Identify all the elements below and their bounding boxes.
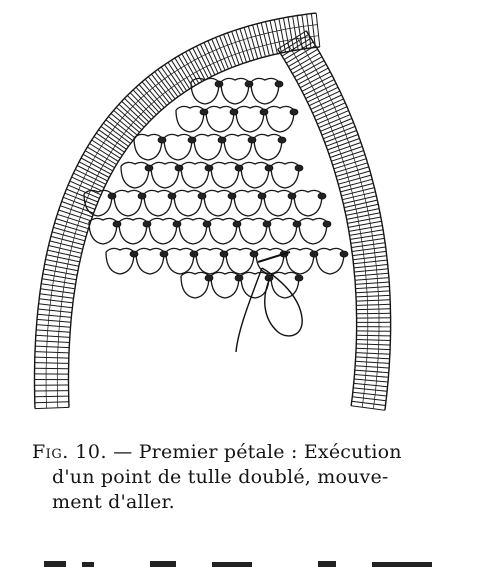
left-band-rung — [87, 147, 116, 164]
tulle-knot — [278, 137, 286, 143]
left-band-rung — [75, 169, 106, 184]
tulle-knot — [130, 251, 138, 257]
right-band-rung — [356, 344, 390, 345]
tulle-loop — [236, 106, 264, 132]
tulle-loop — [89, 218, 117, 244]
tulle-knot — [260, 109, 268, 115]
tulle-knot — [203, 221, 211, 227]
left-band-rung — [200, 44, 215, 75]
left-band-rung — [38, 314, 72, 317]
left-band-rung — [35, 368, 69, 369]
figure-label: Fig. 10. — [32, 441, 107, 463]
tulle-loop — [166, 248, 194, 274]
tulle-knot — [138, 193, 146, 199]
right-band-rung — [294, 61, 324, 78]
tulle-loop — [241, 162, 269, 188]
tulle-loop — [136, 248, 164, 274]
right-band-rung — [343, 196, 376, 204]
right-band-rung — [345, 204, 378, 211]
tulle-knot — [310, 251, 318, 257]
right-band-rung — [356, 309, 390, 310]
right-band-rung — [335, 163, 368, 173]
tulle-loop — [204, 190, 232, 216]
left-band-rung — [197, 46, 212, 76]
right-band-rung — [354, 265, 388, 268]
left-band-rung — [81, 158, 111, 174]
left-band-rung — [77, 166, 107, 181]
left-band-rung — [244, 27, 254, 60]
tulle-loop — [299, 218, 327, 244]
tulle-knot — [275, 81, 283, 87]
left-band-rung — [35, 352, 69, 353]
right-band-rung — [357, 313, 391, 314]
tulle-knot — [245, 81, 253, 87]
cropped-text-fragments — [0, 559, 500, 568]
tulle-knot — [323, 221, 331, 227]
right-band-rung — [356, 353, 390, 355]
tulle-knot — [200, 109, 208, 115]
tulle-knot — [228, 193, 236, 199]
left-band-rung — [79, 162, 109, 178]
right-band-rung — [354, 379, 388, 382]
right-band-rung — [356, 304, 390, 305]
left-band-rung — [41, 289, 75, 294]
tulle-knot — [295, 275, 303, 281]
tulle-loop — [149, 218, 177, 244]
right-band-rung — [344, 200, 377, 208]
tulle-loop — [134, 134, 162, 160]
tulle-knot — [235, 165, 243, 171]
tulle-loop — [211, 162, 239, 188]
right-band-rung — [355, 361, 389, 363]
tulle-loop — [224, 134, 252, 160]
left-band-rung — [55, 223, 88, 233]
right-band-rung — [355, 282, 389, 284]
right-band-rung — [351, 406, 385, 410]
left-band-rung — [53, 227, 86, 236]
right-band-rung — [336, 167, 369, 177]
left-band-rung — [35, 407, 69, 408]
caption-line-1 — [32, 440, 462, 465]
tulle-loop — [194, 134, 222, 160]
right-band-rung — [296, 64, 326, 80]
right-band-rung — [356, 287, 390, 289]
left-band-cord — [57, 36, 318, 408]
left-band-rung — [36, 330, 70, 332]
tulle-loop — [239, 218, 267, 244]
tulle-loop — [114, 190, 142, 216]
tulle-loop — [174, 190, 202, 216]
tulle-loop — [106, 248, 134, 274]
tulle-loop — [286, 248, 314, 274]
left-band-rung — [38, 309, 72, 313]
left-band-rung — [43, 274, 77, 280]
right-band-rung — [357, 335, 391, 336]
tulle-knot — [263, 221, 271, 227]
tulle-loop — [206, 106, 234, 132]
left-band-rung — [42, 279, 76, 284]
right-band-rung — [356, 357, 390, 359]
left-band-rung — [248, 26, 257, 59]
tulle-knot — [293, 221, 301, 227]
tulle-loop — [181, 272, 209, 298]
tulle-knot — [173, 221, 181, 227]
tulle-knot — [235, 275, 243, 281]
tulle-loop — [121, 162, 149, 188]
left-band-rung — [41, 284, 75, 289]
left-band-rung — [257, 24, 266, 57]
tulle-loop — [269, 218, 297, 244]
tulle-knot — [215, 81, 223, 87]
right-band-rung — [353, 260, 387, 264]
tulle-loop — [251, 78, 279, 104]
left-band-rung — [40, 294, 74, 299]
caption-dash: — — [107, 441, 139, 463]
thread-line — [236, 268, 302, 352]
right-band-rung — [338, 175, 371, 184]
right-band-rung — [351, 243, 385, 248]
caption-text-1: Premier pétale : Exécution — [138, 441, 402, 463]
tulle-loop — [151, 162, 179, 188]
cropped-next-line — [0, 556, 500, 568]
braid-rungs — [35, 13, 391, 410]
left-band-rung — [240, 29, 250, 61]
right-band-rung — [339, 179, 372, 188]
right-band-rung — [333, 155, 365, 165]
left-band-rung — [266, 22, 274, 55]
left-band-rung — [36, 341, 70, 343]
tulle-knot — [248, 137, 256, 143]
tulle-knot — [145, 165, 153, 171]
tulle-knot — [198, 193, 206, 199]
tulle-knot — [258, 193, 266, 199]
tulle-loop — [211, 272, 239, 298]
left-band-rung — [35, 346, 69, 348]
tulle-loop — [264, 190, 292, 216]
left-band-rung — [261, 23, 269, 56]
right-band-rung — [302, 76, 332, 92]
left-band-rung — [39, 304, 73, 308]
left-band-edge — [35, 13, 317, 409]
tulle-loop — [176, 106, 204, 132]
left-band-rung — [37, 325, 71, 328]
tulle-knot — [295, 165, 303, 171]
left-band-rung — [270, 21, 277, 54]
tulle-knot — [205, 275, 213, 281]
left-band-rung — [35, 363, 69, 364]
tulle-knot — [113, 221, 121, 227]
tulle-knot — [230, 109, 238, 115]
right-band-rung — [298, 68, 328, 84]
tulle-knot — [143, 221, 151, 227]
right-band-rung — [356, 348, 390, 349]
left-band-rung — [35, 402, 69, 403]
tulle-loop — [271, 162, 299, 188]
tulle-knot — [190, 251, 198, 257]
tulle-loop — [226, 248, 254, 274]
left-band-rung — [35, 396, 69, 397]
left-band-rung — [37, 319, 71, 322]
right-band-rung — [353, 392, 387, 396]
right-band-rung — [352, 401, 386, 405]
tulle-knot — [318, 193, 326, 199]
left-band-rung — [253, 25, 262, 58]
tulle-loop — [234, 190, 262, 216]
tulle-loop — [316, 248, 344, 274]
tulle-knot — [158, 137, 166, 143]
right-band-rung — [355, 370, 389, 373]
tulle-knot — [188, 137, 196, 143]
outer-braid-band — [35, 13, 391, 410]
right-band-rung — [354, 383, 388, 386]
right-band-rung — [353, 256, 387, 260]
right-band-rung — [351, 238, 385, 243]
right-band-rung — [342, 192, 375, 200]
right-band-rung — [353, 251, 387, 255]
tulle-knot — [288, 193, 296, 199]
tulle-loop — [181, 162, 209, 188]
right-band-rung — [355, 273, 389, 276]
tulle-loop — [196, 248, 224, 274]
left-band-rung — [50, 241, 83, 249]
tulle-knot — [265, 165, 273, 171]
tulle-loop — [179, 218, 207, 244]
tulle-loop — [164, 134, 192, 160]
tulle-loop — [221, 78, 249, 104]
tulle-loop — [119, 218, 147, 244]
right-band-rung — [300, 72, 330, 88]
right-band-rung — [341, 188, 374, 196]
tulle-knot — [250, 251, 258, 257]
left-band-rung — [36, 335, 70, 337]
left-band-rung — [39, 299, 73, 303]
left-band-rung — [193, 48, 209, 78]
right-band-rung — [352, 247, 386, 252]
tulle-knot — [175, 165, 183, 171]
figure-caption — [32, 440, 462, 515]
tulle-knot — [205, 165, 213, 171]
tulle-knot — [220, 251, 228, 257]
tulle-loop — [191, 78, 219, 104]
left-band-rung — [35, 357, 69, 358]
tulle-knot — [233, 221, 241, 227]
tulle-knot — [168, 193, 176, 199]
right-band-rung — [340, 183, 373, 192]
right-band-rung — [355, 375, 389, 378]
left-band-rung — [189, 50, 205, 80]
left-band-rung — [59, 210, 91, 221]
tulle-loop — [144, 190, 172, 216]
needle-and-thread — [236, 252, 302, 352]
caption-line-2: d'un point de tulle doublé, mouve- — [52, 466, 389, 488]
left-band-rung — [56, 219, 89, 229]
right-band-rung — [354, 269, 388, 272]
right-band-rung — [304, 80, 334, 95]
right-band-rung — [353, 388, 387, 391]
left-band-rung — [57, 214, 89, 224]
right-band-rung — [356, 300, 390, 301]
left-band-rung — [52, 232, 85, 241]
tulle-knot — [108, 193, 116, 199]
tulle-knot — [160, 251, 168, 257]
left-band-rung — [316, 13, 320, 47]
tulle-loop — [254, 134, 282, 160]
caption-line-3: ment d'aller. — [52, 491, 175, 513]
right-band-rung — [334, 159, 367, 169]
tulle-knot — [290, 109, 298, 115]
right-band-rung — [355, 278, 389, 281]
tulle-loop — [209, 218, 237, 244]
tulle-knot — [340, 251, 348, 257]
right-band-rung — [337, 171, 370, 180]
right-band-rung — [356, 291, 390, 293]
tulle-knot — [218, 137, 226, 143]
right-band-rung — [356, 340, 390, 341]
tulle-net-mesh — [84, 78, 344, 298]
left-band-edge — [69, 47, 320, 408]
right-band-rung — [352, 397, 386, 401]
tulle-loop — [294, 190, 322, 216]
right-band-rung — [355, 366, 389, 368]
left-band-rung — [293, 16, 299, 50]
right-band-rung — [356, 295, 390, 297]
left-band-rung — [49, 246, 82, 254]
left-band-rung — [51, 236, 84, 245]
tulle-loop — [266, 106, 294, 132]
